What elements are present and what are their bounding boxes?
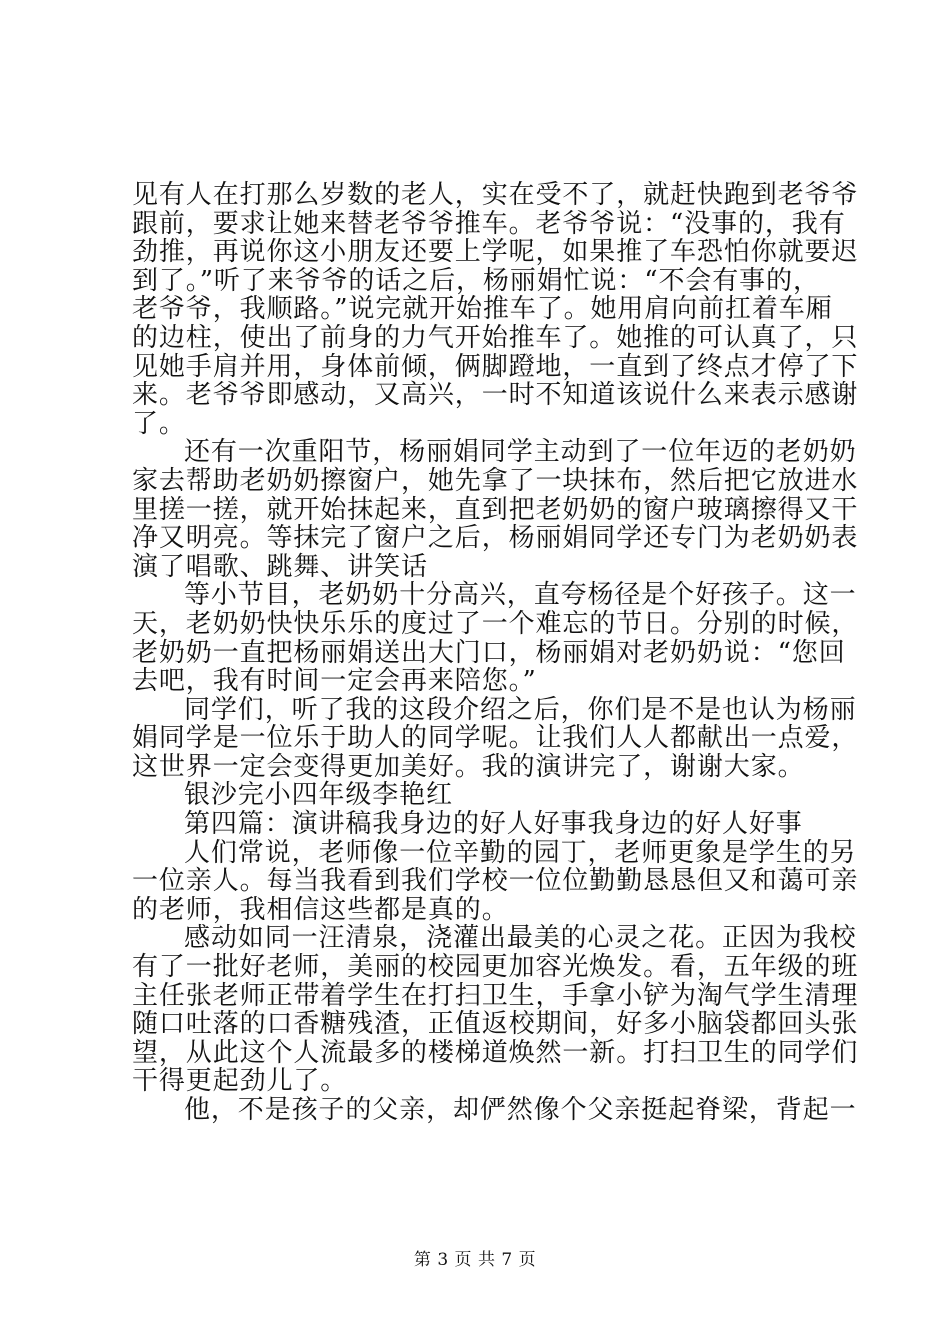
text-line: 来。老爷爷即感动，又高兴，一时不知道该说什么来表示感谢 xyxy=(132,380,859,411)
text-line: 天，老奶奶快快乐乐的度过了一个难忘的节日。分别的时候， xyxy=(132,608,859,639)
text-line: 里搓一搓，就开始抹起来，直到把老奶奶的窗户玻璃擦得又干 xyxy=(132,494,859,525)
text-line: 干得更起劲儿了。 xyxy=(132,1066,348,1097)
text-line: 有了一批好老师，美丽的校园更加容光焕发。看，五年级的班 xyxy=(132,952,859,983)
text-line: 跟前，要求让她来替老爷爷推车。老爷爷说：“没事的，我有 xyxy=(132,208,846,239)
text-line: 感动如同一汪清泉，浇灌出最美的心灵之花。正因为我校 xyxy=(184,923,857,954)
text-line: 见有人在打那么岁数的老人，实在受不了，就赶快跑到老爷爷 xyxy=(132,180,859,210)
text-line: 一位亲人。每当我看到我们学校一位位勤勤恳恳但又和蔼可亲 xyxy=(132,866,859,897)
text-line: 老爷爷，我顺路。”说完就开始推车了。她用肩向前扛着车厢 xyxy=(132,294,833,325)
text-line: 还有一次重阳节，杨丽娟同学主动到了一位年迈的老奶奶 xyxy=(184,437,857,468)
text-line: 了。 xyxy=(132,408,186,439)
text-line: 同学们，听了我的这段介绍之后，你们是不是也认为杨丽 xyxy=(184,694,857,725)
text-line: 净又明亮。等抹完了窗户之后，杨丽娟同学还专门为老奶奶表 xyxy=(132,523,859,554)
text-line: 等小节目，老奶奶十分高兴，直夸杨径是个好孩子。这一 xyxy=(184,580,857,611)
text-line: 到了。”听了来爷爷的话之后，杨丽娟忙说：“不会有事的， xyxy=(132,265,820,296)
text-line: 随口吐落的口香糖残渣，正值返校期间，好多小脑袋都回头张 xyxy=(132,1009,859,1040)
text-line: 劲推，再说你这小朋友还要上学呢，如果推了车恐怕你就要迟 xyxy=(132,237,859,268)
text-line: 演了唱歌、跳舞、讲笑话 xyxy=(132,551,428,582)
document-body xyxy=(132,180,859,1125)
text-line: 娟同学是一位乐于助人的同学呢。让我们人人都献出一点爱， xyxy=(132,723,859,754)
text-line: 人们常说，老师像一位辛勤的园丁，老师更象是学生的另 xyxy=(184,837,857,868)
text-line: 家去帮助老奶奶擦窗户，她先拿了一块抹布，然后把它放进水 xyxy=(132,465,859,496)
text-line: 第四篇：演讲稿我身边的好人好事我身边的好人好事 xyxy=(184,809,803,840)
text-line: 望，从此这个人流最多的楼梯道焕然一新。打扫卫生的同学们 xyxy=(132,1037,859,1068)
text-line: 主任张老师正带着学生在打扫卫生，手拿小铲为淘气学生清理 xyxy=(132,980,859,1011)
text-line: 的老师，我相信这些都是真的。 xyxy=(132,894,509,925)
text-line: 的边柱，使出了前身的力气开始推车了。她推的可认真了，只 xyxy=(132,322,859,353)
text-line: 去吧，我有时间一定会再来陪您。” xyxy=(132,666,537,697)
text-line: 这世界一定会变得更加美好。我的演讲完了，谢谢大家。 xyxy=(132,751,805,782)
text-line: 银沙完小四年级李艳红 xyxy=(184,780,454,811)
text-line: 他，不是孩子的父亲，却俨然像个父亲挺起脊梁，背起一 xyxy=(184,1095,857,1125)
page-number-footer: 第 3 页 共 7 页 xyxy=(413,1250,537,1270)
text-line: 老奶奶一直把杨丽娟送出大门口，杨丽娟对老奶奶说：“您回 xyxy=(132,637,846,668)
text-line: 见她手肩并用，身体前倾，俩脚蹬地，一直到了终点才停了下 xyxy=(132,351,859,382)
